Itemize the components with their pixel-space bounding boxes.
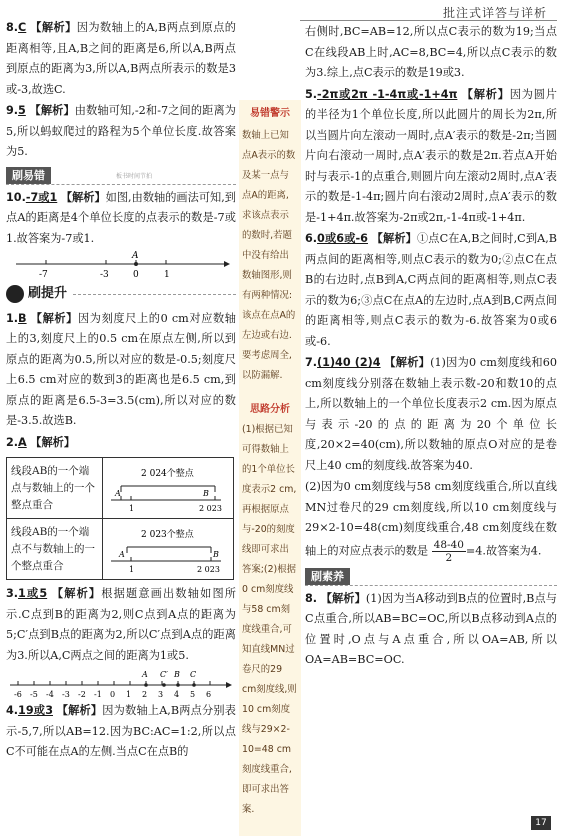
- page-number: 17: [531, 816, 551, 830]
- section-band-upgrade: [6, 284, 236, 305]
- question-number: 7.: [305, 356, 318, 369]
- question-number: 6.: [305, 232, 318, 245]
- tick-label: -3: [100, 270, 109, 280]
- point-label: A: [115, 489, 121, 498]
- analysis-text: 由数轴可知,-2和-7之间的距离为5,所以蚂蚁爬过的路程为5个单位长度.故答案为5.: [6, 104, 236, 158]
- tick-label: -4: [46, 690, 54, 699]
- tip-body: 数轴上已知点A表示的数及某一点与点A的距离,求该点表示的数时,若题中没有给出数轴图形,则有两种情况:该点在点A的左边或右边.要考虑周全,以防漏解.: [242, 130, 296, 381]
- number-line-10: [6, 250, 234, 280]
- point-label: A: [132, 251, 139, 261]
- analysis-title: 思路分析: [250, 404, 290, 415]
- question-number: 10.: [6, 190, 26, 204]
- point-label: B: [213, 550, 219, 559]
- point: [144, 683, 148, 687]
- answer: A: [18, 435, 27, 449]
- question-number: 1.: [6, 311, 19, 325]
- point: [176, 683, 180, 687]
- point-label: C: [190, 670, 197, 679]
- question-7-part-2: [305, 477, 557, 564]
- tick-label: 1: [129, 565, 135, 574]
- segment-diagram-1: [107, 462, 225, 514]
- table-cell: 线段AB的一个端点不与数轴上的一个整点重合: [7, 519, 103, 580]
- tick-label: -2: [78, 690, 86, 699]
- table-row: [7, 458, 234, 519]
- point-a: [134, 262, 138, 266]
- answer: 19或3: [18, 704, 53, 717]
- tick-label: -3: [62, 690, 70, 699]
- analysis-text: 如图,由数轴的画法可知,到点A的距离是4个单位长度的点表示的数是-7或1.故答案为-7或1.: [6, 190, 236, 245]
- section-label: 刷提升: [28, 286, 68, 301]
- analysis-tag: 【解析】: [30, 21, 77, 34]
- analysis-text: 根据题意画出数轴如图所示.C点到B的距离为2,则C点到A点的距离为5;C′点到B点的距离为2,所以C′点到A点的距离为3.所以A,C两点之间的距离为1或5.: [6, 587, 236, 662]
- question-number: 5.: [305, 87, 318, 101]
- question-3: [6, 584, 236, 666]
- table-cell: [103, 519, 234, 580]
- tick-label: 3: [158, 690, 164, 699]
- number-line-3: [6, 667, 234, 701]
- question-number: 2.: [6, 435, 19, 449]
- analysis-tag: 【解析】: [51, 587, 102, 600]
- tick-label: 0: [133, 270, 139, 280]
- section-label: 刷素养: [305, 568, 350, 585]
- point-label: A: [119, 550, 125, 559]
- question-1: [6, 309, 236, 432]
- question-number: 3.: [6, 587, 19, 600]
- answer: -2π或2π -1-4π或-1+4π: [317, 87, 458, 101]
- analysis-text: ①点C在A,B之间时,C到A,B两点间的距离相等,则点C表示的数为0;②点C在点B的右边时,点B到A,C两点间的距离相等,则点C表示的数为6;③点C在点A的左边时,点A到B,C两点间的距离相等,则点C表示的数为-6.故答案为0或6或-6.: [305, 232, 558, 348]
- tick-label: 0: [110, 690, 116, 699]
- side-notes: [239, 100, 301, 836]
- diagram-label: 2 024个整点: [141, 469, 194, 479]
- question-8-literacy: [305, 589, 557, 671]
- analysis-text: 因为刻度尺上的0 cm对应数轴上的3,刻度尺上的0.5 cm在原点左侧,所以到原点的距离为0.5,所以对应的数是-0.5;刻度尺上6.5 cm对应的数到3的距离也是6.5 cm,到原点的距离是6.5-3=3.5(cm),所以对应的数是-3.5.故选B.: [6, 311, 236, 427]
- tick-label: -5: [30, 690, 38, 699]
- answer: (1)40 (2)4: [317, 356, 381, 369]
- analysis-tag: 【解析】: [371, 232, 417, 245]
- section-band-literacy: [305, 566, 557, 586]
- numerator: 48-40: [433, 538, 464, 551]
- analysis-tag: 【解析】: [30, 435, 76, 449]
- right-column: [305, 22, 557, 672]
- answer: B: [18, 311, 27, 325]
- analysis-text: (1)因为0 cm刻度线和60 cm刻度线分别落在数轴上表示数-20和数10的点上,所以数轴上的一个单位长度表示2 cm.因为原点与表示-20的点的距离为20个单位长度,20×2=40(cm),所以数轴的原点O对应的是卷尺上40 cm的刻度线.故答案为40.: [305, 356, 557, 472]
- tick-label: 6: [206, 690, 212, 699]
- analysis-tag: 【解析】: [56, 704, 103, 717]
- analysis-tag: 【解析】: [384, 356, 431, 369]
- left-column: [6, 18, 236, 764]
- point: [192, 683, 196, 687]
- analysis-text: (2)因为0 cm刻度线与58 cm刻度线重合,所以直线MN过卷尺的29 cm刻度线,所以10 cm刻度线与29×2-10=48(cm)刻度线重合,48 cm刻度线在数轴上的对应点表示的数是: [305, 480, 557, 557]
- answer: -7或1: [25, 190, 58, 204]
- fraction: [432, 539, 466, 564]
- analysis-tag: 【解析】: [461, 87, 510, 101]
- question-number: 4.: [6, 704, 19, 717]
- question-number: 8.: [305, 591, 318, 605]
- table-row: [7, 519, 234, 580]
- analysis-text: (1)因为当A移动到B点的位置时,B点与C点重合,所以AB=BC=OC,所以B点移动到A点的位置时,O点与A点重合,所以OA=AB,所以OA=AB=BC=OC.: [305, 591, 557, 666]
- analysis-text: 因为圆片的半径为1个单位长度,所以此圆片的周长为2π,所以当圆片向左滚动一周时,点A′表示的数是-2π;当圆片向右滚动一周时,点A′表示的数是2π.若点A开始时与表示-1的点重合,则圆片向左滚动2周时,点A′表示的数是-1-4π;圆片向右滚动2周时,点A′表示的数是-1+4π.故答案为-2π或2π,-1-4π或-1+4π.: [305, 87, 557, 224]
- question-number: 8.: [6, 21, 19, 34]
- band-note: 板书时间节拍: [116, 172, 153, 180]
- analysis-text: 因为数轴上的A,B两点到原点的距离相等,且A,B之间的距离是6,所以A,B两点到原点的距离为3,所以A,B两点所表示的数是3或-3,故选C.: [6, 21, 236, 96]
- question-4-continued: 右侧时,BC=AB=12,所以点C表示的数为19;当点C在线段AB上时,AC=8,BC=4,所以点C表示的数为3.综上,点C表示的数是19或3.: [305, 25, 557, 79]
- analysis-tag: 【解析】: [320, 591, 366, 605]
- segment-diagram-2: [107, 523, 225, 575]
- tick-label: 1: [129, 504, 135, 513]
- point-label: C′: [160, 670, 168, 679]
- page-header: 批注式详答与详析: [442, 6, 547, 20]
- tick-label: 2 023: [199, 504, 222, 513]
- header-rule: [300, 20, 557, 21]
- analysis-tag: 【解析】: [60, 190, 106, 204]
- question-6: [305, 229, 557, 352]
- question-10: [6, 188, 236, 250]
- question-2: [6, 433, 236, 454]
- question-7: [305, 353, 557, 476]
- tick-label: 5: [190, 690, 196, 699]
- point-label: A: [142, 670, 148, 679]
- question-4: [6, 701, 236, 763]
- tick-label: -1: [94, 690, 102, 699]
- point-label: B: [203, 489, 209, 498]
- question-5: [305, 85, 557, 229]
- divider: [73, 294, 236, 295]
- answer: C: [18, 21, 27, 34]
- question-number: 9.: [6, 104, 19, 117]
- point: [162, 683, 166, 687]
- answer: 1或5: [18, 587, 48, 600]
- tick-label: -6: [14, 690, 22, 699]
- answer: 0或6或-6: [317, 232, 368, 245]
- section-band-easy-mistake: [6, 165, 236, 185]
- analysis-text: 因为数轴上A,B两点分别表示-5,7,所以AB=12.因为BC:AC=1:2,所以点C不可能在点A的左侧.当点C在点B的: [6, 704, 236, 758]
- upgrade-icon: [6, 285, 24, 303]
- analysis-text: =4.故答案为4.: [465, 544, 542, 557]
- table-cell: 线段AB的一个端点与数轴上的一个整点重合: [7, 458, 103, 519]
- analysis-tag: 【解析】: [29, 104, 75, 117]
- section-label: 刷易错: [6, 167, 51, 184]
- axis-arrow: [224, 261, 230, 267]
- tip-title: 易错警示: [250, 108, 290, 119]
- answer: 5: [18, 104, 26, 117]
- tick-label: 1: [164, 270, 170, 280]
- tick-label: 1: [126, 690, 132, 699]
- tick-label: 2 023: [197, 565, 220, 574]
- analysis-tag: 【解析】: [30, 311, 78, 325]
- question-8: [6, 18, 236, 100]
- question-9: [6, 101, 236, 163]
- point-label: B: [174, 670, 180, 679]
- denominator: 2: [445, 551, 453, 564]
- tick-label: -7: [39, 270, 48, 280]
- table-cell: [103, 458, 234, 519]
- axis-arrow: [226, 682, 232, 688]
- tick-label: 4: [174, 690, 180, 699]
- tick-label: 2: [142, 690, 148, 699]
- analysis-body: (1)根据已知可得数轴上的1个单位长度表示2 cm,再根据原点与-20的刻度线即可求出答案;(2)根据0 cm刻度线与58 cm刻度线重合,可知直线MN过卷尺的29 cm刻度线,则10 cm刻度线与29×2-10=48 cm刻度线重合,即可求出答案.: [242, 424, 297, 815]
- diagram-label: 2 023个整点: [141, 530, 194, 540]
- comparison-table: [6, 457, 234, 580]
